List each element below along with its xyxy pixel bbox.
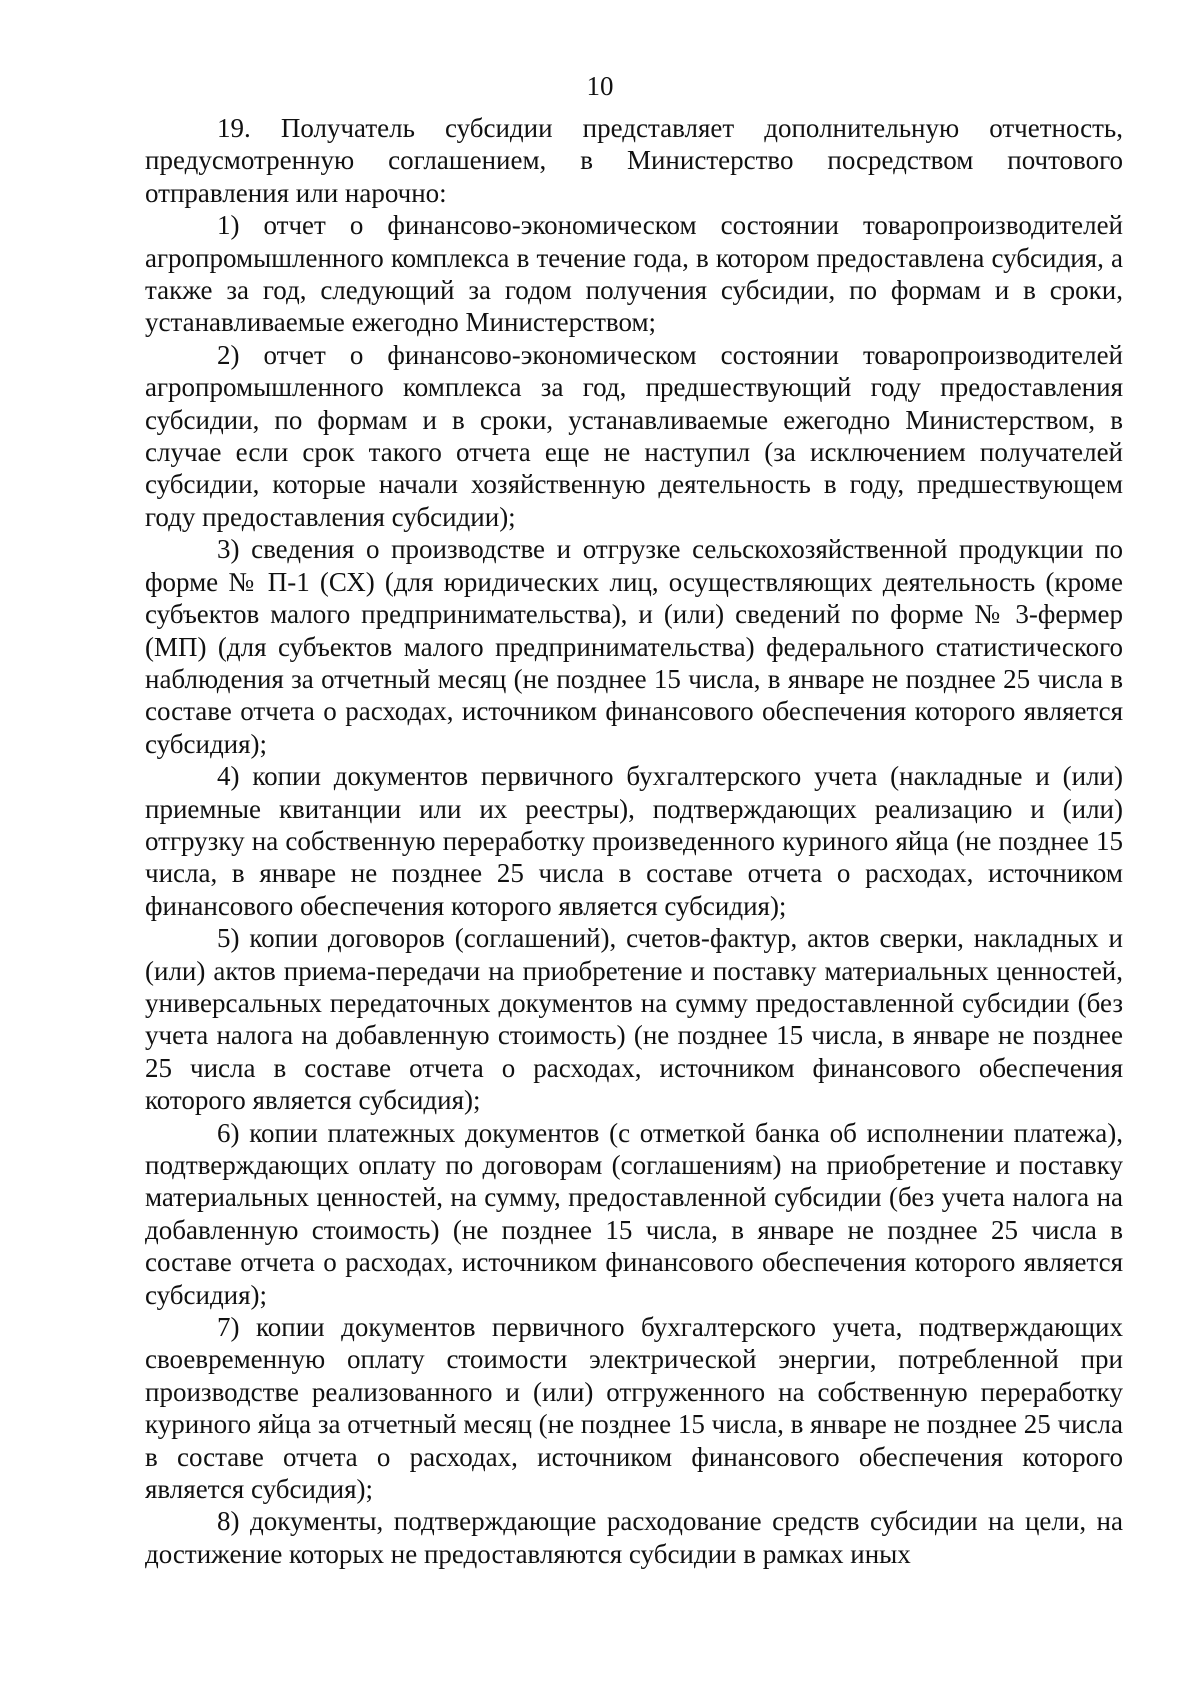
list-item-5: 5) копии договоров (соглашений), счетов-фактур, актов сверки, накладных и (или) актов приема-передачи на приобретение и поставку материальных ценностей, универсальных передаточных документов на сумму предоставленной субсидии (без учета налога на добавленную стоимость) (не позднее 15 числа, в январе не позднее 25 числа в составе отчета о расходах, источником финансового обеспечения которого является субсидия); [145, 923, 1123, 1116]
list-item-4: 4) копии документов первичного бухгалтерского учета (накладные и (или) приемные квитанции или их реестры), подтверждающих реализацию и (или) отгрузку на собственную переработку произведенного куриного яйца (не позднее 15 числа, в январе не позднее 25 числа в составе отчета о расходах, источником финансового обеспечения которого является субсидия); [145, 761, 1123, 921]
list-item-7: 7) копии документов первичного бухгалтерского учета, подтверждающих своевременную оплату стоимости электрической энергии, потребленной при производстве реализованного и (или) отгруженного на собственную переработку куриного яйца за отчетный месяц (не позднее 15 числа, в январе не позднее 25 числа в составе отчета о расходах, источником финансового обеспечения которого является субсидия); [145, 1312, 1124, 1505]
paragraph-19: 19. Получатель субсидии представляет дополнительную отчетность, предусмотренную соглашением, в Министерство посредством почтового отправления или нарочно: [145, 113, 1123, 208]
document-body [145, 112, 1123, 1570]
list-item-6: 6) копии платежных документов (с отметкой банка об исполнении платежа), подтверждающих оплату по договорам (соглашениям) на приобретение и поставку материальных ценностей, на сумму, предоставленной субсидии (без учета налога на добавленную стоимость) (не позднее 15 числа, в январе не позднее 25 числа в составе отчета о расходах, источником финансового обеспечения которого является субсидия); [145, 1117, 1123, 1310]
list-item-2: 2) отчет о финансово-экономическом состоянии товаропроизводителей агропромышленного комплекса за год, предшествующий году предоставления субсидии, по формам и в сроки, устанавливаемые ежегодно Министерством, в случае если срок такого отчета еще не наступил (за исключением получателей субсидии, которые начали хозяйственную деятельность в году, предшествующем году предоставления субсидии); [145, 339, 1123, 532]
list-item-1: 1) отчет о финансово-экономическом состоянии товаропроизводителей агропромышленного комплекса в течение года, в котором предоставлена субсидия, а также за год, следующий за годом получения субсидии, по формам и в сроки, устанавливаемые ежегодно Министерством; [145, 210, 1123, 338]
list-item-3: 3) сведения о производстве и отгрузке сельскохозяйственной продукции по форме № П-1 (СХ) (для юридических лиц, осуществляющих деятельность (кроме субъектов малого предпринимательства), и (или) сведений по форме № 3-фермер (МП) (для субъектов малого предпринимательства) федерального статистического наблюдения за отчетный месяц (не позднее 15 числа, в январе не позднее 25 числа в составе отчета о расходах, источником финансового обеспечения которого является субсидия); [145, 534, 1123, 759]
page-number: 10 [586, 71, 614, 101]
list-item-8: 8) документы, подтверждающие расходование средств субсидии на цели, на достижение которых не предоставляются субсидии в рамках иных [145, 1506, 1123, 1569]
